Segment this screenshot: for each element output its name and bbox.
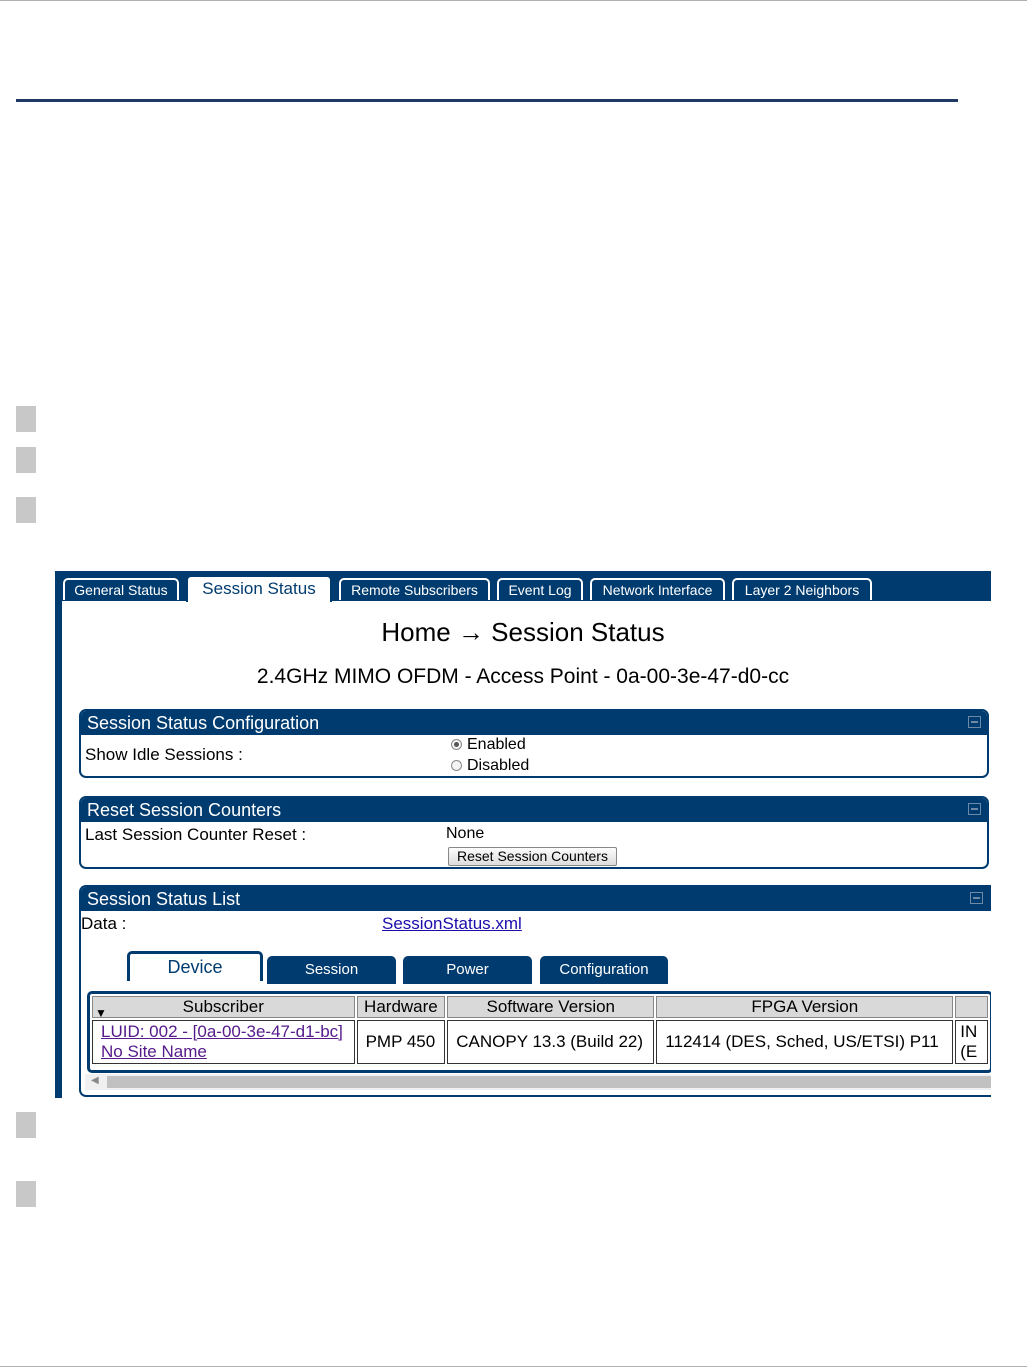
subtab-power[interactable]: Power bbox=[403, 956, 532, 984]
session-status-xml-link[interactable]: SessionStatus.xml bbox=[382, 914, 522, 933]
radio-icon[interactable] bbox=[451, 760, 462, 771]
radio-disabled[interactable] bbox=[451, 757, 529, 775]
show-idle-label: Show Idle Sessions : bbox=[85, 745, 243, 764]
header-rule bbox=[16, 99, 958, 102]
cell-extra-top: IN bbox=[960, 1022, 978, 1041]
cell-fpga: 112414 (DES, Sched, US/ETSI) P11 bbox=[656, 1020, 953, 1064]
last-reset-label: Last Session Counter Reset : bbox=[85, 825, 307, 844]
panel-title: Session Status Configuration bbox=[87, 713, 320, 733]
session-list-panel bbox=[79, 885, 991, 1097]
device-table-frame bbox=[87, 991, 991, 1073]
scroll-thumb[interactable] bbox=[107, 1076, 991, 1088]
tab-event-log[interactable]: Event Log bbox=[497, 578, 583, 600]
subtab-session[interactable]: Session bbox=[267, 956, 396, 984]
subscriber-site-link[interactable]: No Site Name bbox=[101, 1042, 207, 1061]
cell-software: CANOPY 13.3 (Build 22) bbox=[447, 1020, 654, 1064]
tab-session-status[interactable]: Session Status bbox=[186, 575, 332, 602]
bullet-marker bbox=[16, 406, 36, 432]
page-title: Home → Session Status bbox=[381, 617, 665, 647]
col-fpga-version[interactable]: FPGA Version bbox=[656, 996, 953, 1018]
col-software-version[interactable]: Software Version bbox=[447, 996, 654, 1018]
sort-arrow-icon[interactable]: ▼ bbox=[95, 1006, 107, 1020]
data-label: Data : bbox=[81, 914, 127, 933]
bullet-marker bbox=[16, 447, 36, 473]
scroll-left-icon[interactable]: ◀ bbox=[91, 1075, 99, 1086]
reset-session-counters-button[interactable]: Reset Session Counters bbox=[448, 847, 617, 866]
tab-remote-subscribers[interactable]: Remote Subscribers bbox=[339, 578, 490, 600]
panel-title: Session Status List bbox=[87, 889, 241, 909]
bullet-marker bbox=[16, 1112, 36, 1138]
bullet-marker bbox=[16, 497, 36, 523]
device-subtitle: 2.4GHz MIMO OFDM - Access Point - 0a-00-3e-47-d0-cc bbox=[256, 665, 790, 688]
horizontal-scrollbar[interactable] bbox=[85, 1074, 991, 1090]
subscriber-luid-link[interactable]: LUID: 002 - [0a-00-3e-47-d1-bc] bbox=[101, 1022, 343, 1041]
collapse-icon[interactable] bbox=[968, 716, 981, 728]
page-bottom-line bbox=[0, 1366, 1027, 1367]
cell-extra bbox=[955, 1020, 988, 1064]
tab-network-interface[interactable]: Network Interface bbox=[590, 578, 725, 600]
bullet-marker bbox=[16, 1181, 36, 1207]
screenshot-session-status bbox=[55, 571, 991, 1098]
subtab-device[interactable]: Device bbox=[127, 951, 263, 981]
cell-extra-bottom: (E bbox=[960, 1042, 978, 1061]
cell-subscriber bbox=[92, 1020, 355, 1064]
radio-icon[interactable] bbox=[451, 739, 462, 750]
table-header-row bbox=[92, 996, 988, 1018]
col-extra[interactable] bbox=[955, 996, 988, 1018]
panel-header bbox=[81, 798, 987, 822]
table-row bbox=[92, 1020, 988, 1064]
col-subscriber[interactable]: ▼ Subscriber bbox=[92, 996, 355, 1018]
col-hardware[interactable]: Hardware bbox=[357, 996, 446, 1018]
radio-enabled[interactable] bbox=[451, 736, 526, 754]
cell-hardware: PMP 450 bbox=[357, 1020, 446, 1064]
collapse-icon[interactable] bbox=[970, 892, 983, 904]
last-reset-value: None bbox=[446, 825, 485, 842]
radio-enabled-label: Enabled bbox=[467, 736, 526, 753]
collapse-icon[interactable] bbox=[968, 803, 981, 815]
tab-general-status[interactable]: General Status bbox=[63, 578, 179, 600]
session-config-panel bbox=[79, 709, 989, 778]
reset-counters-panel bbox=[79, 796, 989, 869]
radio-disabled-label: Disabled bbox=[467, 757, 530, 774]
subtab-configuration[interactable]: Configuration bbox=[540, 956, 668, 984]
panel-header bbox=[81, 887, 991, 911]
panel-title: Reset Session Counters bbox=[87, 800, 282, 820]
page-top-line bbox=[0, 0, 1027, 1]
device-table bbox=[90, 994, 990, 1066]
left-frame bbox=[55, 571, 62, 1098]
panel-header bbox=[81, 711, 987, 735]
tab-layer2-neighbors[interactable]: Layer 2 Neighbors bbox=[732, 578, 872, 600]
